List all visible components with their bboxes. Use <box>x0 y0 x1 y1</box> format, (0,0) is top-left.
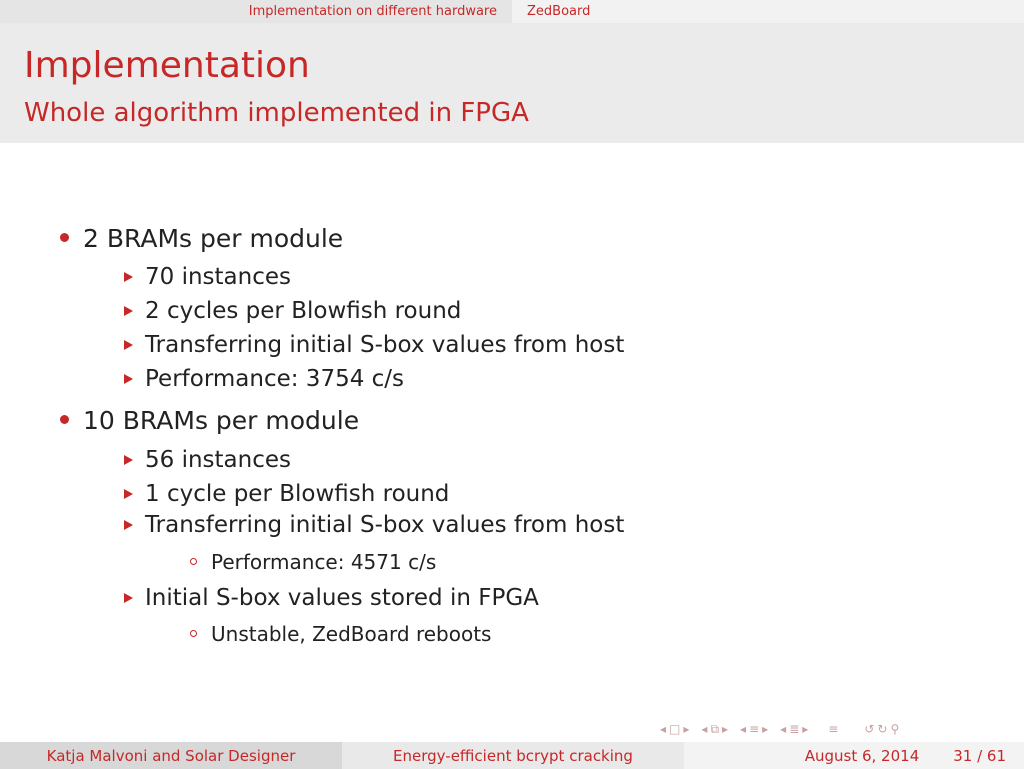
sub-list-item-text: Performance: 3754 c/s <box>145 366 405 392</box>
search-icon[interactable]: ⚲ <box>890 722 900 736</box>
document-icon[interactable]: ≡ <box>828 722 839 736</box>
sub-sub-list-item-text: Performance: 4571 c/s <box>211 550 437 574</box>
subsection-label: ZedBoard <box>527 4 591 19</box>
triangle-bullet-icon <box>124 593 133 603</box>
bullet-dot-icon <box>60 233 69 242</box>
sub-list-item-text: 2 cycles per Blowfish round <box>145 298 462 324</box>
sub-list-item <box>124 366 404 392</box>
footer-authors <box>0 742 342 769</box>
sub-list-item <box>124 447 291 473</box>
triangle-bullet-icon <box>124 520 133 530</box>
frame-icon[interactable]: □ <box>669 722 681 736</box>
sub-list-item-text: 56 instances <box>145 447 291 473</box>
sub-list-item-text: Transferring initial S-box values from host <box>145 332 625 358</box>
prev-section-icon[interactable]: ◂ <box>740 722 747 736</box>
section-label: Implementation on different hardware <box>248 4 497 19</box>
triangle-bullet-icon <box>124 455 133 465</box>
sub-list-item <box>124 585 539 611</box>
subsection-icon[interactable]: ⧉ <box>710 721 720 736</box>
section-icon[interactable]: ≣ <box>789 722 800 736</box>
prev-frame-icon[interactable]: ◂ <box>660 722 667 736</box>
sub-list-item <box>124 512 624 538</box>
footer-bar <box>0 742 1024 769</box>
list-item-text: 10 BRAMs per module <box>83 406 360 435</box>
triangle-bullet-icon <box>124 306 133 316</box>
sub-list-item <box>124 332 624 358</box>
back-icon[interactable]: ↺ <box>864 722 875 736</box>
sub-list-item <box>124 264 291 290</box>
circle-bullet-icon <box>190 558 197 565</box>
authors-text: Katja Malvoni and Solar Designer <box>46 746 296 765</box>
search-icon[interactable]: ↻ <box>877 722 888 736</box>
section-icon[interactable]: ≡ <box>749 722 760 736</box>
footer-date-page <box>684 742 1024 769</box>
circle-bullet-icon <box>190 630 197 637</box>
next-section-icon[interactable]: ▸ <box>802 722 809 736</box>
next-section-icon[interactable]: ▸ <box>762 722 769 736</box>
bullet-dot-icon <box>60 415 69 424</box>
slide-subtitle: Whole algorithm implemented in FPGA <box>24 98 529 128</box>
short-title-text: Energy-efficient bcrypt cracking <box>393 746 633 765</box>
list-item <box>60 224 343 253</box>
list-item <box>60 406 359 435</box>
sub-list-item <box>124 298 461 324</box>
sub-sub-list-item <box>190 550 436 574</box>
sub-list-item <box>124 481 449 507</box>
sub-list-item-text: Initial S-box values stored in FPGA <box>145 585 539 611</box>
next-subsection-icon[interactable]: ▸ <box>722 722 729 736</box>
slide-title: Implementation <box>24 45 310 86</box>
prev-section-icon[interactable]: ◂ <box>780 722 787 736</box>
triangle-bullet-icon <box>124 374 133 384</box>
prev-subsection-icon[interactable]: ◂ <box>701 722 708 736</box>
page-number: 31 / 61 <box>953 746 1006 765</box>
sub-list-item-text: 1 cycle per Blowfish round <box>145 481 450 507</box>
date-text: August 6, 2014 <box>804 746 920 765</box>
footer-title <box>342 742 684 769</box>
sub-list-item-text: 70 instances <box>145 264 291 290</box>
next-frame-icon[interactable]: ▸ <box>683 722 690 736</box>
sub-list-item-text: Transferring initial S-box values from host <box>145 512 625 538</box>
sub-sub-list-item <box>190 622 491 646</box>
triangle-bullet-icon <box>124 272 133 282</box>
triangle-bullet-icon <box>124 489 133 499</box>
sub-sub-list-item-text: Unstable, ZedBoard reboots <box>211 622 492 646</box>
list-item-text: 2 BRAMs per module <box>83 224 344 253</box>
beamer-navigation-symbols <box>660 720 899 738</box>
triangle-bullet-icon <box>124 340 133 350</box>
